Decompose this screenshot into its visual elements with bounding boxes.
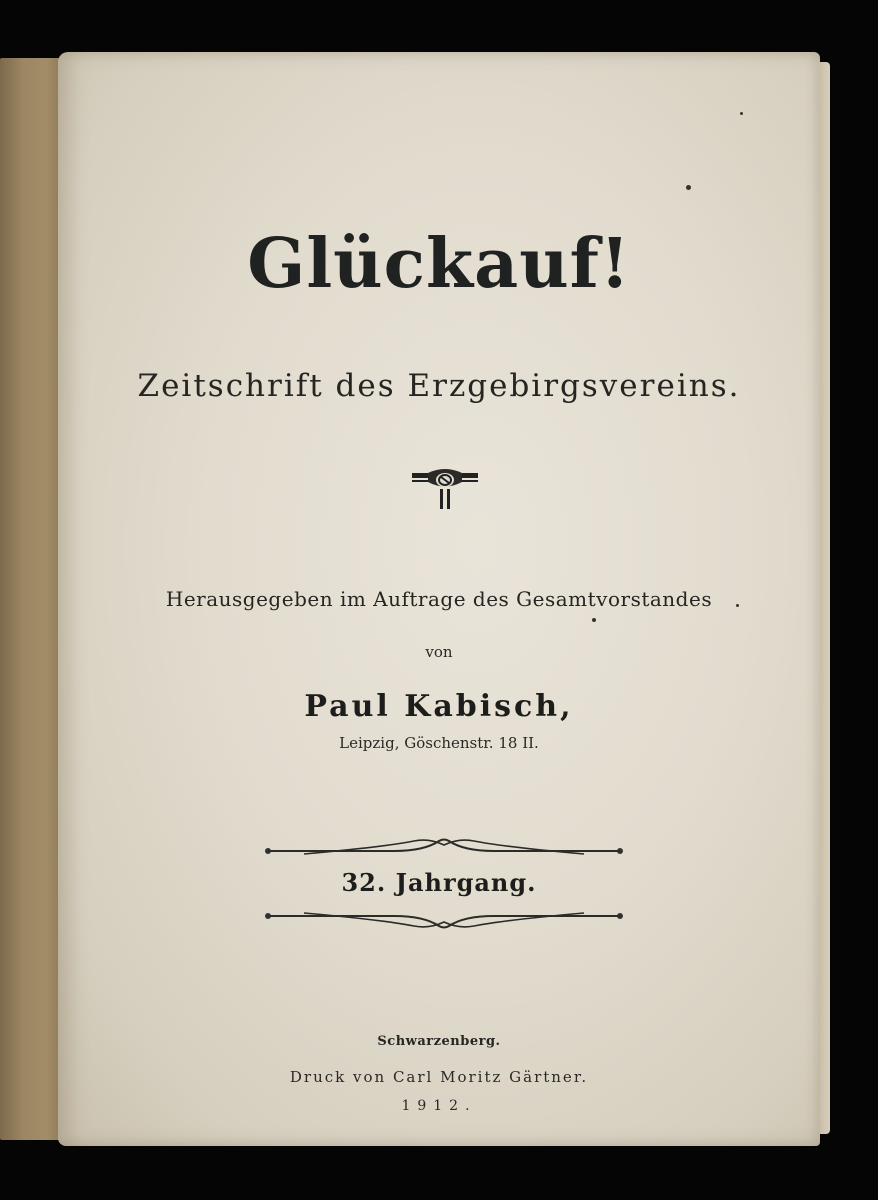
publication-year: 1912. <box>401 1098 477 1114</box>
journal-title: Glückauf! <box>247 224 631 304</box>
title-page <box>58 52 820 1146</box>
volume-label: 32. Jahrgang. <box>341 868 537 897</box>
by-label: von <box>425 643 453 661</box>
paper-speck <box>740 112 743 115</box>
paper-speck <box>686 185 691 190</box>
mining-emblem-icon <box>410 467 480 511</box>
paper-speck <box>736 604 739 607</box>
ornament-divider-bottom <box>264 908 624 930</box>
author-address: Leipzig, Göschenstr. 18 II. <box>339 734 539 752</box>
publisher-line: Herausgegeben im Auftrage des Gesamtvorstandes <box>165 587 713 611</box>
journal-subtitle: Zeitschrift des Erzgebirgsvereins. <box>137 368 741 404</box>
paper-speck <box>592 618 596 622</box>
author-name: Paul Kabisch, <box>304 689 574 724</box>
publication-place: Schwarzenberg. <box>377 1034 501 1049</box>
book-cover-edge <box>0 58 66 1140</box>
ornament-divider-top <box>264 837 624 859</box>
printer-line: Druck von Carl Moritz Gärtner. <box>289 1068 589 1086</box>
